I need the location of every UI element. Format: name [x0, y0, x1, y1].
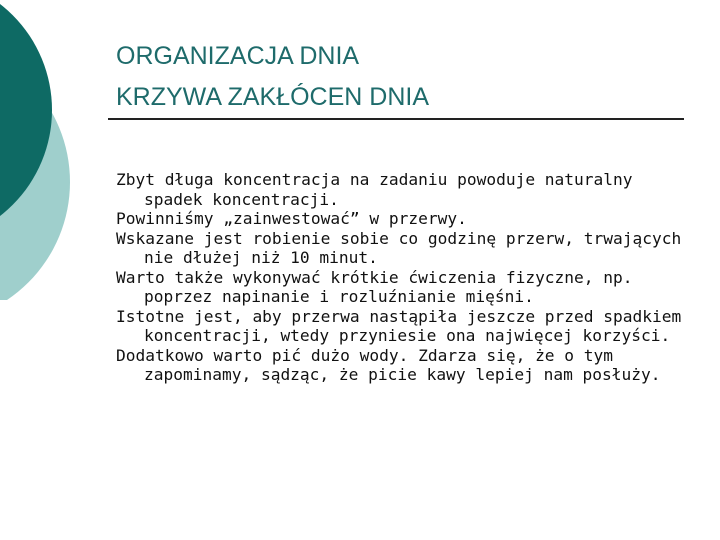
decorative-circles [0, 0, 80, 300]
paragraph: Powinniśmy „zainwestować” w przerwy. [116, 209, 467, 228]
paragraph: Istotne jest, aby przerwa nastąpiła jeszcze przed spadkiem koncentracji, wtedy przyniesie ona najwięcej korzyści. [116, 306, 682, 345]
paragraph: Warto także wykonywać krótkie ćwiczenia fizyczne, np. poprzez napinanie i rozluźnianie mięśni. [116, 267, 633, 306]
title-divider [108, 118, 684, 120]
paragraph: Zbyt długa koncentracja na zadaniu powoduje naturalny spadek koncentracji. [116, 170, 633, 209]
slide-body [116, 170, 696, 385]
paragraph: Dodatkowo warto pić dużo wody. Zdarza się, że o tym zapominamy, sądząc, że picie kawy lepiej nam posłuży. [116, 345, 661, 384]
paragraph: Wskazane jest robienie sobie co godzinę przerw, trwających nie dłużej niż 10 minut. [116, 228, 682, 267]
slide-title [116, 36, 429, 118]
title-line-2: KRZYWA ZAKŁÓCEN DNIA [116, 83, 430, 111]
title-line-1: ORGANIZACJA DNIA [116, 42, 360, 70]
